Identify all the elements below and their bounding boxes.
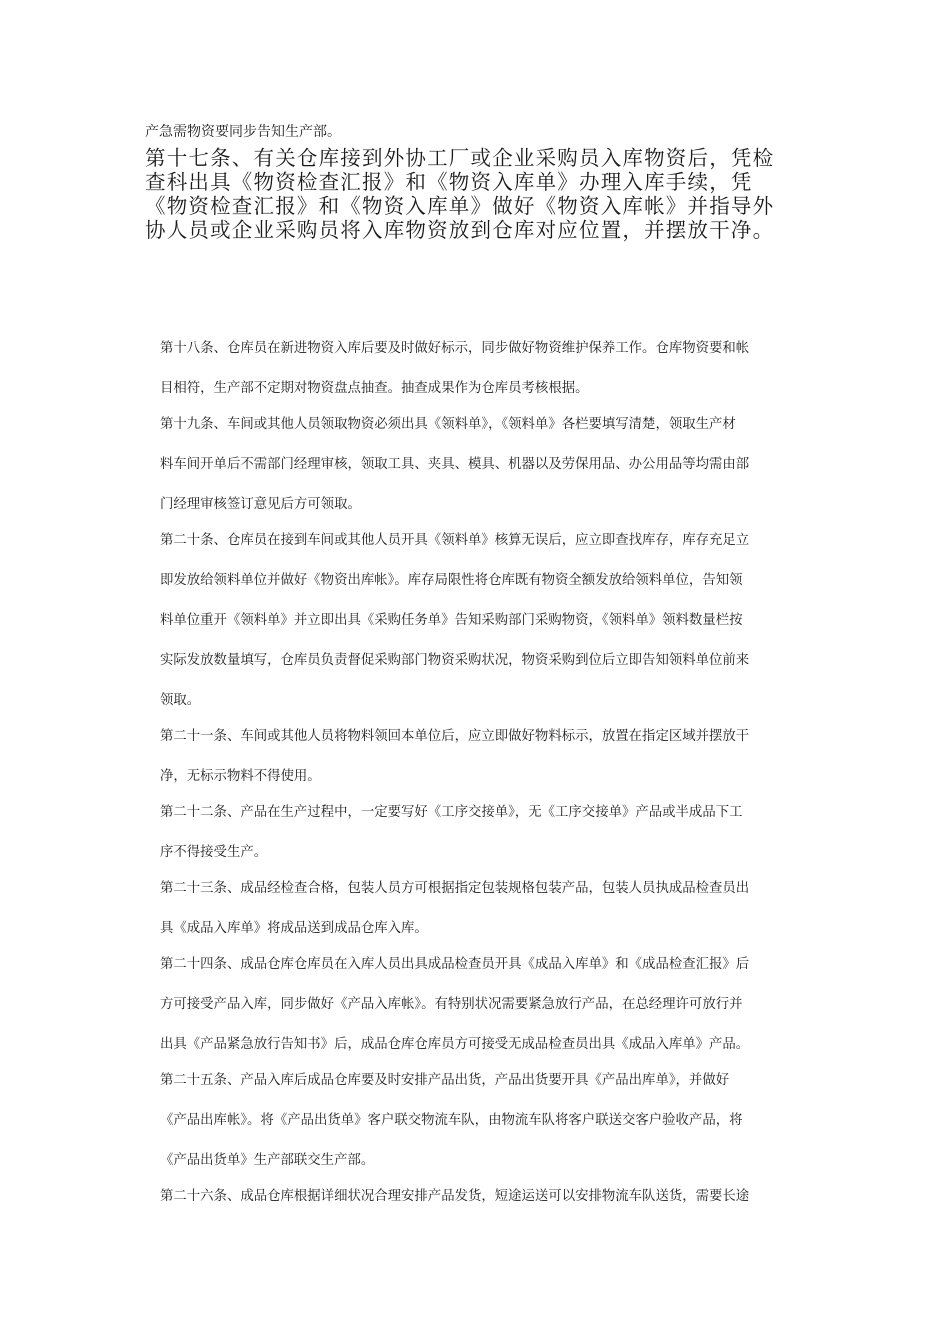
- article-26-line: 第二十六条、成品仓库根据详细状况合理安排产品发货，短途运送可以安排物流车队送货，需要长途: [160, 1189, 750, 1204]
- article-24-line: 方可接受产品入库，同步做好《产品入库帐》。有特别状况需要紧急放行产品，在总经理许可放行并: [160, 997, 743, 1012]
- article-17-line: 《物资检查汇报》和《物资入库单》做好《物资入库帐》并指导外: [145, 194, 775, 218]
- article-19-line: 门经理审核签订意见后方可领取。: [160, 497, 361, 512]
- article-20-line: 第二十条、仓库员在接到车间或其他人员开具《领料单》核算无误后，应立即查找库存，库存充足立: [160, 533, 750, 548]
- article-20-line: 料单位重开《领料单》并立即出具《采购任务单》告知采购部门采购物资，《领料单》领料数量栏按: [160, 613, 743, 628]
- article-24: [160, 954, 800, 1070]
- article-26: [160, 1186, 800, 1226]
- article-19: [160, 414, 800, 530]
- article-25: [160, 1070, 800, 1186]
- article-25-line: 《产品出货单》生产部联交生产部。: [160, 1153, 375, 1168]
- article-19-line: 第十九条、车间或其他人员领取物资必须出具《领料单》，《领料单》各栏要填写清楚，领取生产材: [160, 417, 736, 432]
- article-17-line: 查科出具《物资检查汇报》和《物资入库单》办理入库手续，凭: [145, 170, 753, 194]
- article-20-line: 领取。: [160, 693, 201, 708]
- article-25-line: 《产品出库帐》。将《产品出货单》客户联交物流车队，由物流车队将客户联送交客户验收产品，将: [160, 1113, 743, 1128]
- article-21: [160, 726, 800, 802]
- article-17-line: 协人员或企业采购员将入库物资放到仓库对应位置，并摆放干净。: [145, 218, 775, 242]
- article-18: [160, 338, 800, 414]
- lower-text-block: [160, 338, 800, 1226]
- article-20-line: 即发放给领料单位并做好《物资出库帐》。库存局限性将仓库既有物资全额发放给领料单位，告知领: [160, 573, 743, 588]
- article-23-line: 具《成品入库单》将成品送到成品仓库入库。: [160, 921, 428, 936]
- article-20: [160, 530, 800, 726]
- upper-text-block: [145, 122, 815, 242]
- article-19-line: 料车间开单后不需部门经理审核，领取工具、夹具、模具、机器以及劳保用品、办公用品等均需由部: [160, 457, 750, 472]
- article-17: [145, 146, 815, 242]
- article-25-line: 第二十五条、产品入库后成品仓库要及时安排产品出货，产品出货要开具《产品出库单》，并做好: [160, 1073, 730, 1088]
- article-23: [160, 878, 800, 954]
- article-24-line: 出具《产品紧急放行告知书》后，成品仓库仓库员方可接受无成品检查员出具《成品入库单》产品。: [160, 1037, 750, 1052]
- article-22-line: 第二十二条、产品在生产过程中，一定要写好《工序交接单》，无《工序交接单》产品或半成品下工: [160, 805, 743, 820]
- article-18-line: 第十八条、仓库员在新进物资入库后要及时做好标示，同步做好物资维护保养工作。仓库物资要和帐: [160, 341, 750, 356]
- article-21-line: 净，无标示物料不得使用。: [160, 769, 321, 784]
- article-17-line: 第十七条、有关仓库接到外协工厂或企业采购员入库物资后，凭检: [145, 146, 775, 170]
- article-22: [160, 802, 800, 878]
- article-23-line: 第二十三条、成品经检查合格，包装人员方可根据指定包装规格包装产品，包装人员执成品检查员出: [160, 881, 750, 896]
- article-24-line: 第二十四条、成品仓库仓库员在入库人员出具成品检查员开具《成品入库单》和《成品检查汇报》后: [160, 957, 750, 972]
- article-22-line: 序不得接受生产。: [160, 845, 268, 860]
- continued-line: 产急需物资要同步告知生产部。: [145, 124, 341, 140]
- article-20-line: 实际发放数量填写，仓库员负责督促采购部门物资采购状况，物资采购到位后立即告知领料单位前来: [160, 653, 750, 668]
- article-18-line: 目相符，生产部不定期对物资盘点抽查。抽查成果作为仓库员考核根据。: [160, 381, 589, 396]
- article-21-line: 第二十一条、车间或其他人员将物料领回本单位后，应立即做好物料标示，放置在指定区域并摆放干: [160, 729, 750, 744]
